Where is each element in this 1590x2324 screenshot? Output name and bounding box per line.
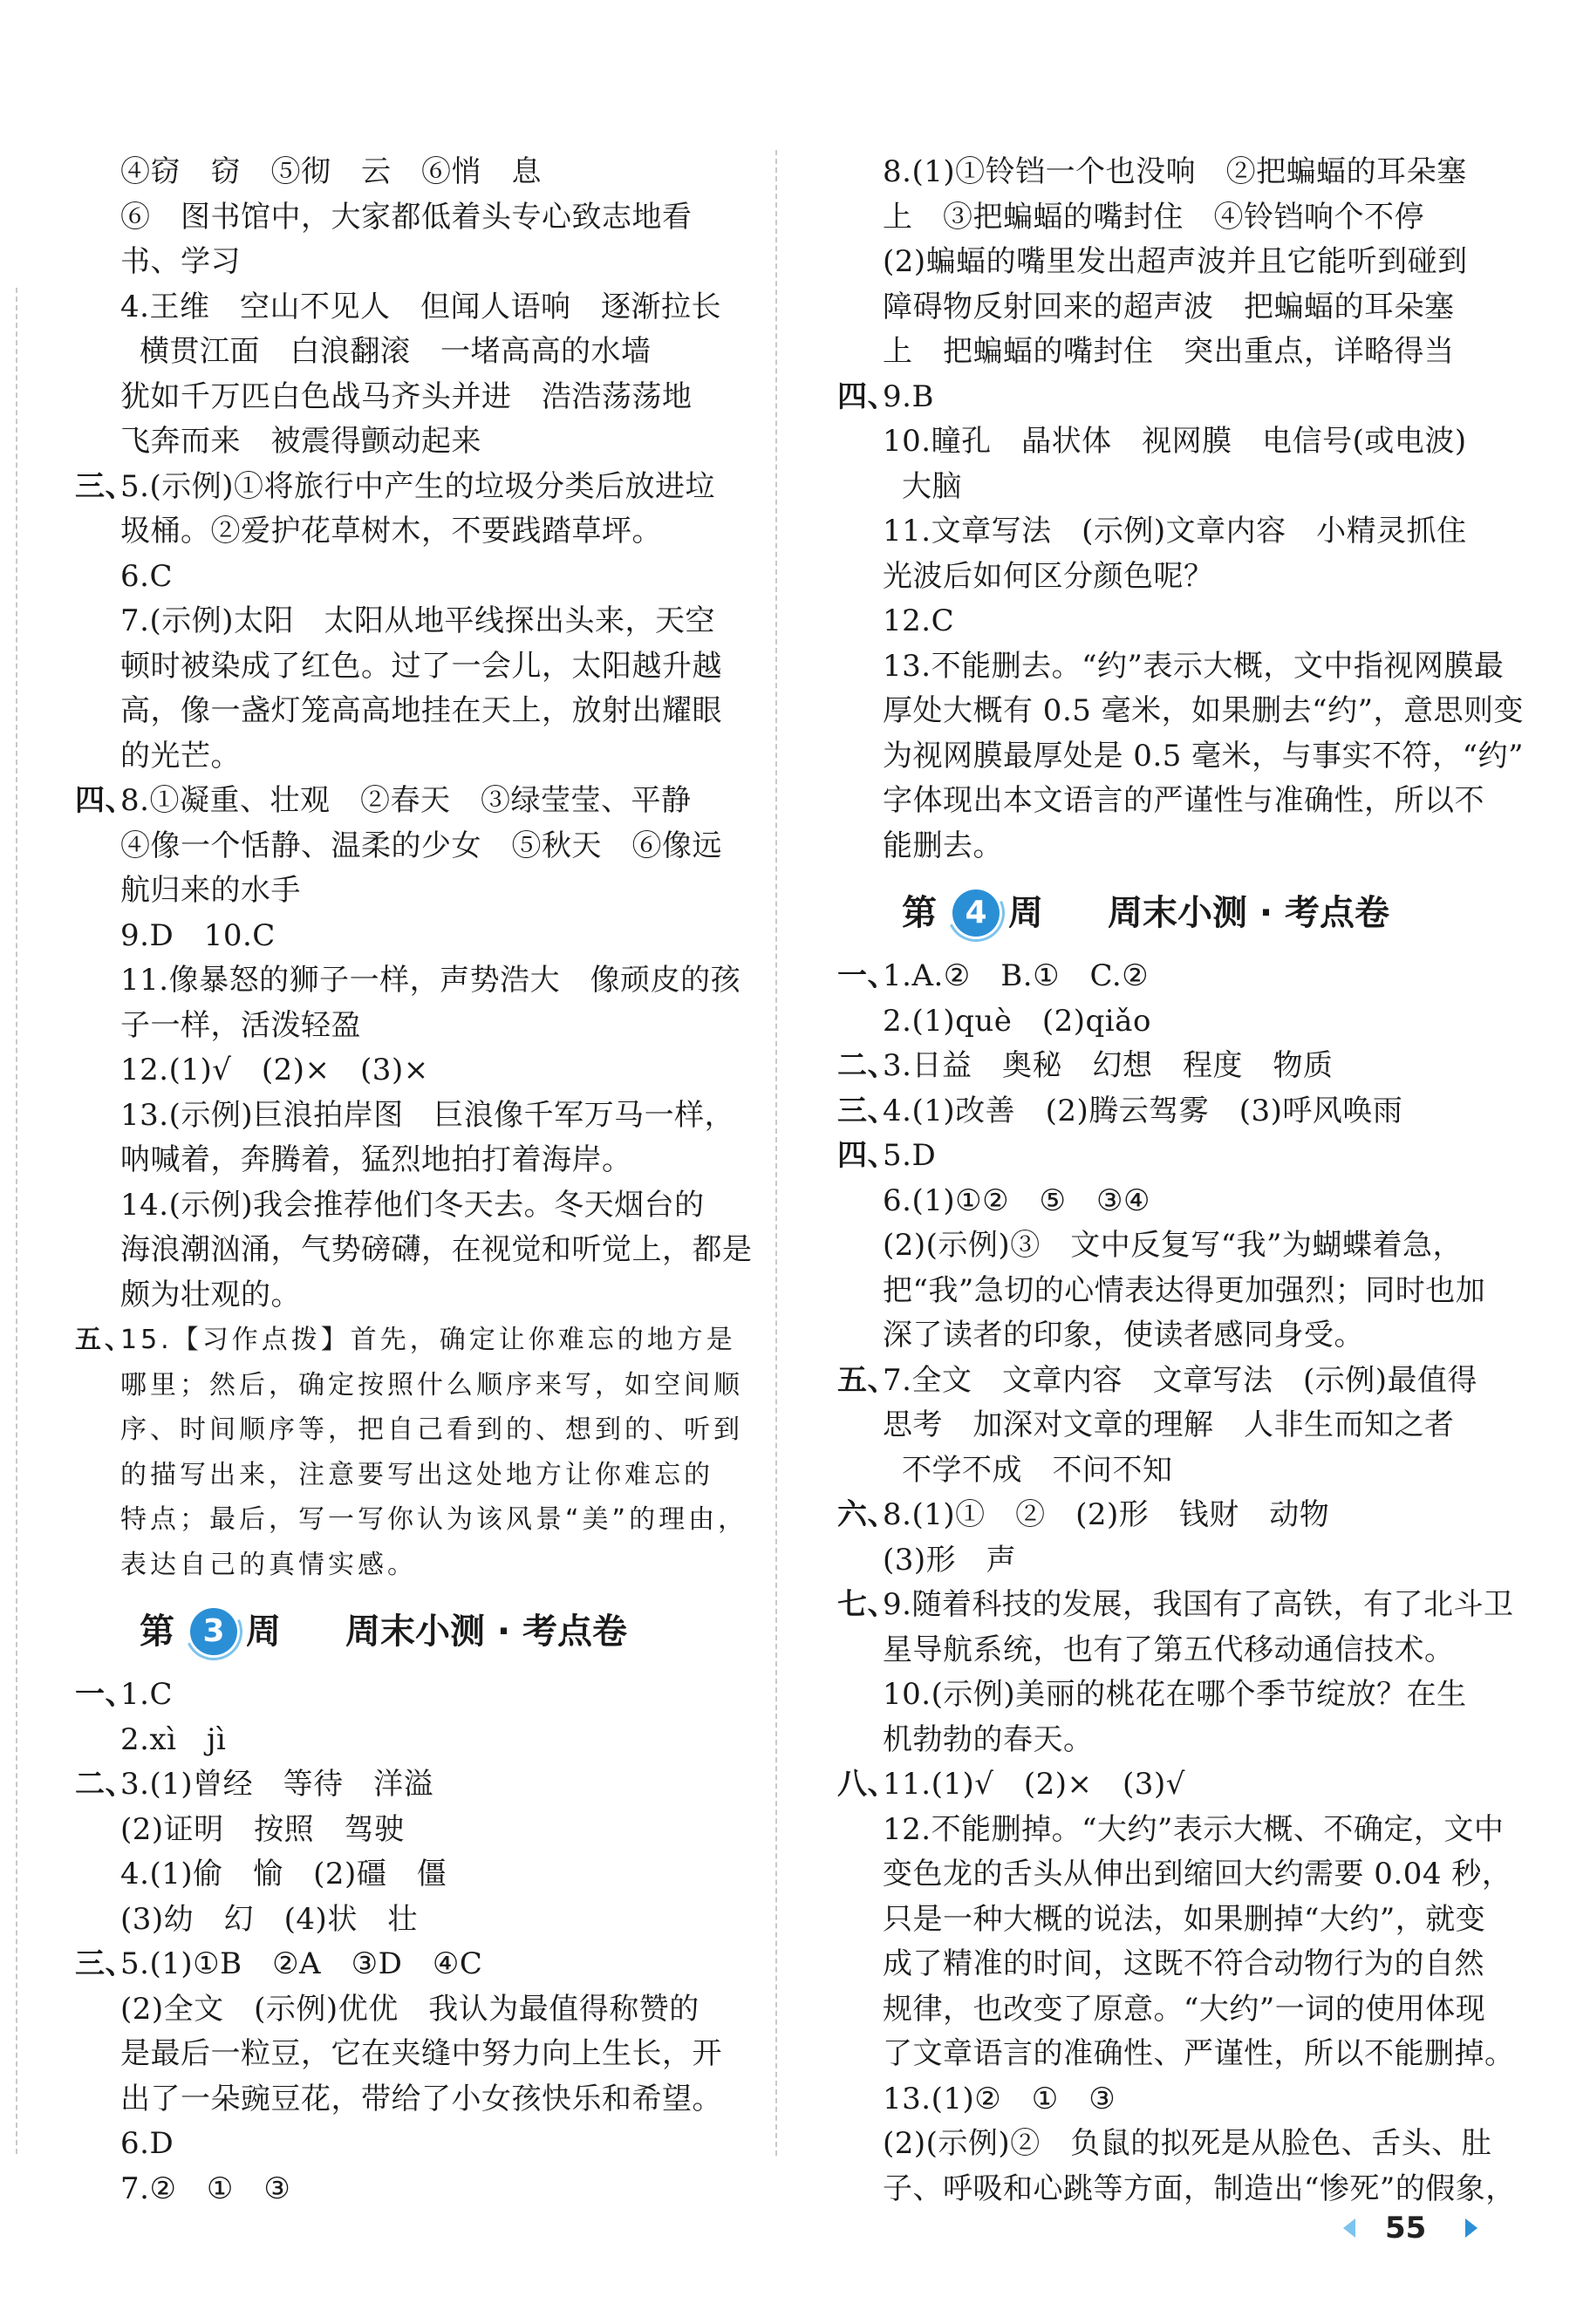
answer-line xyxy=(75,2077,738,2123)
answer-line xyxy=(75,599,738,644)
answer-line xyxy=(75,509,738,555)
answer-text: 1.A.② B.① C.② xyxy=(883,958,1150,993)
answer-line xyxy=(837,1448,1483,1494)
answer-text: 5.D xyxy=(883,1138,937,1173)
answer-line xyxy=(75,465,738,510)
week3-prefix: 第 xyxy=(140,1612,174,1652)
answer-line xyxy=(75,1228,753,1273)
answer-line xyxy=(837,1762,1483,1808)
answer-text: 子、呼吸和心跳等方面，制造出“惨死”的假象， xyxy=(883,2171,1516,2206)
answer-text: 7.全文 文章内容 文章写法 (示例)最值得 xyxy=(883,1362,1477,1398)
answer-text: 11.像暴怒的狮子一样，声势浩大 像顽皮的孩 xyxy=(120,963,741,998)
answer-line xyxy=(75,1673,738,1718)
answer-text: 出了一朵豌豆花，带给了小女孩快乐和希望。 xyxy=(120,2081,722,2116)
answer-line xyxy=(75,330,738,375)
section-label: 八、 xyxy=(837,1767,897,1802)
answer-text: 表达自己的真情实感。 xyxy=(120,1549,417,1580)
answer-line xyxy=(75,419,738,465)
answer-line xyxy=(837,734,1524,780)
answer-line xyxy=(837,824,1483,869)
answer-line xyxy=(75,1497,748,1543)
answer-text: 海浪潮汹涌，气势磅礴，在视觉和听觉上，都是 xyxy=(120,1232,753,1267)
answer-text: 6.C xyxy=(120,558,173,594)
week3-answer-lines xyxy=(75,1673,738,2212)
answer-text: 13.不能删去。“约”表示大概，文中指视网膜最 xyxy=(883,648,1505,684)
answer-line xyxy=(837,1359,1483,1404)
answer-text: 规律，也改变了原意。“大约”一词的使用体现 xyxy=(883,1991,1486,2027)
answer-line xyxy=(75,914,738,959)
answer-line xyxy=(75,555,738,600)
answer-line xyxy=(837,2077,1483,2123)
answer-line xyxy=(75,2122,738,2167)
answer-text: 11.文章写法 (示例)文章内容 小精灵抓住 xyxy=(883,514,1467,549)
section-label: 五、 xyxy=(75,1325,134,1355)
answer-text: 4.(1)改善 (2)腾云驾雾 (3)呼风唤雨 xyxy=(883,1093,1403,1128)
answer-text: 厚处大概有 0.5 毫米，如果删去“约”，意思则变 xyxy=(883,693,1524,728)
answer-line xyxy=(837,375,1483,420)
answer-line xyxy=(837,599,1483,644)
answer-line xyxy=(75,1318,738,1363)
answer-line xyxy=(75,1808,738,1853)
right-answer-lines xyxy=(837,150,1524,869)
answer-text: 7.(示例)太阳 太阳从地平线探出头来，天空 xyxy=(120,603,715,638)
answer-line xyxy=(837,1179,1483,1224)
answer-text: 深了读者的印象，使读者感同身受。 xyxy=(883,1318,1364,1353)
answer-text: 为视网膜最厚处是 0.5 毫米，与事实不符，“约” xyxy=(883,738,1524,774)
answer-text: 3.(1)曾经 等待 洋溢 xyxy=(120,1767,434,1802)
answer-line xyxy=(837,195,1483,241)
answer-line xyxy=(837,1313,1483,1359)
answer-line xyxy=(75,689,738,734)
week3-number-badge: 3 xyxy=(190,1608,237,1655)
answer-line xyxy=(75,644,738,690)
section-label: 六、 xyxy=(837,1497,897,1532)
answer-text: 的光芒。 xyxy=(120,738,241,774)
answer-line xyxy=(837,1134,1483,1179)
answer-text: 星导航系统，也有了第五代移动通信技术。 xyxy=(883,1632,1455,1667)
answer-line xyxy=(837,419,1483,465)
answer-text: 能删去。 xyxy=(883,828,1003,863)
answer-line xyxy=(75,1453,738,1498)
answer-text: 12.(1)√ (2)× (3)× xyxy=(120,1053,429,1087)
answer-line xyxy=(75,1718,738,1763)
week4-week: 周 xyxy=(1008,893,1043,933)
answer-text: 2.xì jì xyxy=(120,1721,227,1757)
answer-line xyxy=(837,2167,1516,2212)
answer-line xyxy=(75,734,738,780)
answer-line xyxy=(837,999,1483,1045)
answer-line xyxy=(75,2032,738,2077)
answer-text: 书、学习 xyxy=(120,244,241,279)
answer-line xyxy=(837,1538,1483,1584)
section-label: 一、 xyxy=(75,1677,135,1712)
answer-text: 序、时间顺序等，把自己看到的、想到的、听到 xyxy=(120,1414,743,1445)
answer-line xyxy=(75,1094,738,1139)
answer-line xyxy=(837,1493,1483,1538)
answer-line xyxy=(837,1583,1514,1628)
week4-answer-lines xyxy=(837,954,1516,2212)
answer-line xyxy=(837,1403,1483,1448)
answer-text: 1.C xyxy=(120,1677,173,1712)
answer-line xyxy=(837,1044,1483,1089)
answer-text: 横贯江面 白浪翻滚 一堵高高的水墙 xyxy=(140,334,652,369)
section-label: 三、 xyxy=(837,1093,897,1128)
column-divider-dashed-line xyxy=(775,150,777,2156)
answer-line xyxy=(75,1407,743,1453)
answer-line xyxy=(75,1543,738,1588)
answer-line xyxy=(837,1942,1483,1987)
previous-page-arrow-icon[interactable] xyxy=(1343,2218,1355,2238)
answer-line xyxy=(837,150,1483,195)
answer-line xyxy=(75,2167,738,2212)
answer-text: 10.瞳孔 晶状体 视网膜 电信号(或电波) xyxy=(883,424,1467,459)
left-margin-dashed-line xyxy=(16,288,17,2154)
answer-line xyxy=(75,375,738,420)
answer-text: ④窃 窃 ⑤彻 云 ⑥悄 息 xyxy=(120,154,542,189)
answer-text: 13.(1)② ① ③ xyxy=(883,2081,1116,2116)
answer-text: (2)证明 按照 驾驶 xyxy=(120,1811,405,1847)
answer-line xyxy=(837,555,1483,600)
section-label: 七、 xyxy=(837,1587,897,1622)
answer-text: 机勃勃的春天。 xyxy=(883,1721,1094,1757)
answer-line xyxy=(837,1223,1483,1269)
week4-heading xyxy=(837,876,1483,951)
answer-text: ⑥ 图书馆中，大家都低着头专心致志地看 xyxy=(120,199,693,235)
answer-text: 飞奔而来 被震得颤动起来 xyxy=(120,424,481,459)
left-column xyxy=(75,150,753,2212)
answer-text: (3)幼 幻 (4)状 壮 xyxy=(120,1901,418,1937)
answer-text: 8.(1)① ② (2)形 钱财 动物 xyxy=(883,1497,1330,1532)
answer-text: 航归来的水手 xyxy=(120,873,301,908)
answer-text: 10.(示例)美丽的桃花在哪个季节绽放？在生 xyxy=(883,1677,1467,1712)
answer-text: 上 把蝙蝠的嘴封住 突出重点，详略得当 xyxy=(883,334,1455,369)
answer-line xyxy=(837,1628,1483,1673)
section-label: 一、 xyxy=(837,958,897,993)
answer-text: 呐喊着，奔腾着，猛烈地拍打着海岸。 xyxy=(120,1142,632,1177)
answer-text: 了文章语言的准确性、严谨性，所以不能删掉。 xyxy=(883,2036,1515,2071)
answer-text: 只是一种大概的说法，如果删掉“大约”，就变 xyxy=(883,1901,1486,1937)
answer-line xyxy=(837,1089,1483,1135)
answer-text: 5.(示例)①将旅行中产生的垃圾分类后放进垃 xyxy=(120,468,715,504)
answer-line xyxy=(75,1363,743,1408)
answer-line xyxy=(837,689,1524,734)
week3-title: 周末小测 · 考点卷 xyxy=(345,1612,628,1652)
answer-text: 13.(示例)巨浪拍岸图 巨浪像千军万马一样， xyxy=(120,1097,735,1133)
answer-line xyxy=(75,779,738,824)
week4-number-badge: 4 xyxy=(952,889,1000,937)
answer-text: 顿时被染成了红色。过了一会儿，太阳越升越 xyxy=(120,648,722,684)
answer-line xyxy=(837,1269,1486,1314)
answer-line xyxy=(75,1138,738,1183)
answer-line xyxy=(75,150,738,195)
answer-line xyxy=(837,1898,1486,1943)
answer-text: 哪里；然后，确定按照什么顺序来写，如空间顺 xyxy=(120,1369,743,1401)
answer-line xyxy=(837,1718,1483,1763)
week4-title: 周末小测 · 考点卷 xyxy=(1108,893,1390,933)
answer-text: 高，像一盏灯笼高高地挂在天上，放射出耀眼 xyxy=(120,693,722,728)
section-label: 五、 xyxy=(837,1362,897,1398)
answer-line xyxy=(75,869,738,914)
section-label: 三、 xyxy=(75,468,135,504)
answer-line xyxy=(837,1852,1512,1898)
answer-line xyxy=(75,1273,738,1319)
answer-line xyxy=(837,285,1483,331)
answer-text: 颇为壮观的。 xyxy=(120,1277,301,1312)
answer-text: 大脑 xyxy=(902,468,962,504)
answer-line xyxy=(75,1852,738,1898)
week3-week: 周 xyxy=(246,1612,281,1652)
answer-text: 变色龙的舌头从伸出到缩回大约需要 0.04 秒， xyxy=(883,1857,1512,1891)
answer-line xyxy=(75,1898,738,1943)
answer-text: ④像一个恬静、温柔的少女 ⑤秋天 ⑥像远 xyxy=(120,828,722,863)
answer-text: 字体现出本文语言的严谨性与准确性，所以不 xyxy=(883,783,1484,818)
answer-text: 11.(1)√ (2)× (3)√ xyxy=(883,1767,1185,1802)
answer-line xyxy=(75,240,738,285)
answer-text: 成了精准的时间，这既不符合动物行为的自然 xyxy=(883,1946,1484,1981)
answer-text: 是最后一粒豆，它在夹缝中努力向上生长，开 xyxy=(120,2036,722,2071)
section-label: 三、 xyxy=(75,1946,135,1981)
answer-line xyxy=(837,1987,1486,2033)
section-label: 四、 xyxy=(837,1138,897,1173)
answer-text: 不学不成 不问不知 xyxy=(902,1452,1173,1488)
answer-text: 3.日益 奥秘 幻想 程度 物质 xyxy=(883,1048,1334,1083)
answer-text: 6.D xyxy=(120,2126,174,2161)
answer-text: (2)(示例)③ 文中反复写“我”为蝴蝶着急， xyxy=(883,1228,1463,1263)
answer-line xyxy=(837,240,1483,285)
answer-text: 障碍物反射回来的超声波 把蝙蝠的耳朵塞 xyxy=(883,289,1455,324)
answer-line xyxy=(75,1762,738,1808)
answer-line xyxy=(837,644,1505,690)
week4-prefix: 第 xyxy=(902,893,937,933)
answer-line xyxy=(837,509,1483,555)
answer-line xyxy=(75,958,741,1004)
answer-text: 的描写出来，注意要写出这处地方让你难忘的 xyxy=(120,1459,713,1490)
answer-line xyxy=(837,330,1483,375)
answer-line xyxy=(75,195,738,241)
answer-text: 6.(1)①② ⑤ ③④ xyxy=(883,1182,1151,1218)
answer-text: 2.(1)què (2)qiǎo xyxy=(883,1003,1151,1039)
answer-line xyxy=(75,285,738,331)
answer-text: 4.王维 空山不见人 但闻人语响 逐渐拉长 xyxy=(120,289,721,324)
answer-text: 15.【习作点拨】首先，确定让你难忘的地方是 xyxy=(120,1325,736,1355)
page-number: 55 xyxy=(1385,2211,1427,2246)
answer-text: (2)蝙蝠的嘴里发出超声波并且它能听到碰到 xyxy=(883,244,1468,279)
week3-heading xyxy=(75,1594,738,1669)
answer-line xyxy=(837,779,1483,824)
answer-line xyxy=(837,465,1483,510)
answer-text: (2)(示例)② 负鼠的拟死是从脸色、舌头、肚 xyxy=(883,2126,1492,2161)
answer-text: 把“我”急切的心情表达得更加强烈；同时也加 xyxy=(883,1272,1486,1308)
answer-line xyxy=(75,1183,738,1229)
answer-text: 5.(1)①B ②A ③D ④C xyxy=(120,1946,483,1981)
answer-text: 12.C xyxy=(883,603,955,638)
answer-text: 9.D 10.C xyxy=(120,917,276,953)
section-label: 二、 xyxy=(837,1048,897,1083)
answer-line xyxy=(837,954,1483,999)
answer-line xyxy=(837,1673,1483,1718)
answer-text: 14.(示例)我会推荐他们冬天去。冬天烟台的 xyxy=(120,1187,705,1223)
next-page-arrow-icon[interactable] xyxy=(1465,2218,1477,2238)
section-label: 二、 xyxy=(75,1767,135,1802)
answer-text: 犹如千万匹白色战马齐头并进 浩浩荡荡地 xyxy=(120,378,693,414)
answer-text: 8.①凝重、壮观 ②春天 ③绿莹莹、平静 xyxy=(120,783,692,818)
answer-text: 光波后如何区分颜色呢？ xyxy=(883,558,1214,594)
answer-line xyxy=(75,1004,738,1049)
answer-text: (2)全文 (示例)优优 我认为最值得称赞的 xyxy=(120,1991,699,2027)
section-label: 四、 xyxy=(75,783,135,818)
answer-line xyxy=(837,2032,1515,2077)
answer-text: 圾桶。②爱护花草树木，不要践踏草坪。 xyxy=(120,514,662,549)
answer-text: 4.(1)偷 愉 (2)礓 僵 xyxy=(120,1857,447,1891)
answer-text: 子一样，活泼轻盈 xyxy=(120,1007,361,1043)
answer-text: 特点；最后，写一写你认为该风景“美”的理由， xyxy=(120,1504,748,1535)
answer-line xyxy=(75,1942,738,1987)
left-answer-lines xyxy=(75,150,753,1587)
answer-line xyxy=(837,2122,1492,2167)
answer-text: 思考 加深对文章的理解 人非生而知之者 xyxy=(883,1407,1455,1442)
section-label: 四、 xyxy=(837,378,897,414)
answer-text: 上 ③把蝙蝠的嘴封住 ④铃铛响个不停 xyxy=(883,199,1424,235)
answer-text: 9.随着科技的发展，我国有了高铁，有了北斗卫 xyxy=(883,1587,1514,1622)
answer-text: (3)形 声 xyxy=(883,1542,1017,1578)
answer-text: 7.② ① ③ xyxy=(120,2171,291,2206)
answer-text: 9.B xyxy=(883,378,934,414)
answer-text: 12.不能删掉。“大约”表示大概、不确定，文中 xyxy=(883,1811,1505,1847)
answer-line xyxy=(75,1048,738,1094)
answer-line xyxy=(75,824,738,869)
answer-line xyxy=(75,1987,738,2033)
right-column xyxy=(837,150,1524,2212)
answer-text: 8.(1)①铃铛一个也没响 ②把蝙蝠的耳朵塞 xyxy=(883,154,1467,189)
answer-line xyxy=(837,1808,1505,1853)
